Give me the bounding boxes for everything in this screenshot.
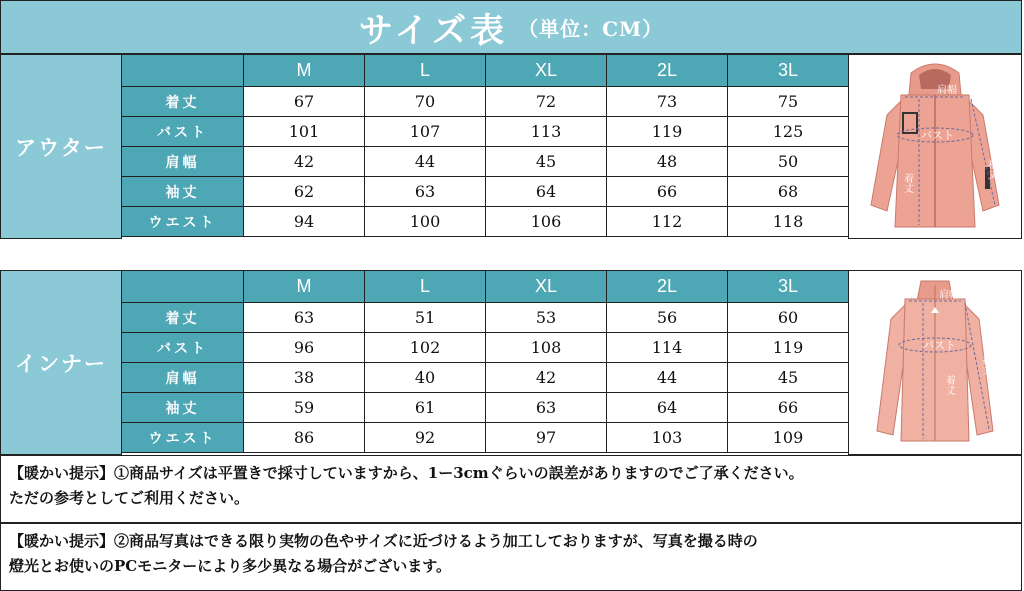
table-cell: 64 [486,177,607,207]
size-header: M [244,55,365,87]
outer-jacket-diagram [848,54,1022,239]
table-cell: 92 [365,423,486,453]
table-cell: 101 [244,117,365,147]
header-corner [122,271,244,303]
table-cell: 44 [365,147,486,177]
row-label: ウエスト [122,207,244,237]
table-cell: 72 [486,87,607,117]
table-cell: 107 [365,117,486,147]
note-color [0,523,1022,591]
table-cell: 66 [728,393,849,423]
inner-section [0,270,1022,455]
note-measurement [0,455,1022,523]
page-title: サイズ表 [358,10,509,51]
diagram-sleeve-label: 袖丈 [979,355,991,375]
table-cell: 56 [607,303,728,333]
table-cell: 113 [486,117,607,147]
diagram-length-label: 着丈 [901,173,913,193]
note-text: 【暖かい提示】②商品写真はできる限り実物の色やサイズに近づけるよう加工しておりますが、写真を撮る時の [9,532,758,550]
size-header: XL [486,271,607,303]
table-cell: 97 [486,423,607,453]
diagram-length-label: 着丈 [943,375,955,395]
table-cell: 42 [486,363,607,393]
row-label: 肩幅 [122,363,244,393]
table-cell: 50 [728,147,849,177]
table-cell: 59 [244,393,365,423]
table-cell: 60 [728,303,849,333]
table-cell: 51 [365,303,486,333]
diagram-shoulder-label: 肩幅 [939,290,959,301]
table-cell: 45 [728,363,849,393]
inner-size-table [121,270,849,453]
table-cell: 63 [244,303,365,333]
table-cell: 112 [607,207,728,237]
table-cell: 63 [486,393,607,423]
table-cell: 42 [244,147,365,177]
table-row [122,333,849,363]
row-label: 着丈 [122,303,244,333]
note-text: ただの参考としてご利用ください。 [9,489,250,507]
table-cell: 119 [607,117,728,147]
row-label: 肩幅 [122,147,244,177]
row-label: 袖丈 [122,393,244,423]
diagram-bust-label: バスト [923,339,956,352]
row-label: 着丈 [122,87,244,117]
table-cell: 94 [244,207,365,237]
outer-section [0,54,1022,239]
table-row [122,423,849,453]
table-cell: 103 [607,423,728,453]
table-cell: 75 [728,87,849,117]
diagram-bust-label: バスト [921,129,954,142]
size-header: M [244,271,365,303]
table-row [122,147,849,177]
size-header: XL [486,55,607,87]
note-text: 【暖かい提示】①商品サイズは平置きで採寸していますから、1ー3cmぐらいの誤差がありますのでご了承ください。 [9,464,804,482]
row-label: バスト [122,117,244,147]
table-cell: 44 [607,363,728,393]
size-header: L [365,55,486,87]
table-cell: 96 [244,333,365,363]
table-cell: 38 [244,363,365,393]
row-label: ウエスト [122,423,244,453]
size-header: L [365,271,486,303]
title-bar [0,0,1022,54]
diagram-sleeve-label: 袖丈 [985,159,997,179]
table-cell: 118 [728,207,849,237]
table-row [122,117,849,147]
table-cell: 64 [607,393,728,423]
table-row [122,303,849,333]
table-cell: 119 [728,333,849,363]
table-cell: 73 [607,87,728,117]
inner-jacket-diagram [848,270,1022,455]
inner-label: インナー [0,270,122,455]
diagram-shoulder-label: 肩幅 [937,85,957,96]
table-cell: 100 [365,207,486,237]
table-cell: 62 [244,177,365,207]
size-header: 2L [607,271,728,303]
table-cell: 125 [728,117,849,147]
size-header-row [122,55,849,87]
table-cell: 61 [365,393,486,423]
table-cell: 109 [728,423,849,453]
table-cell: 66 [607,177,728,207]
table-row [122,393,849,423]
table-cell: 67 [244,87,365,117]
note-text: 燈光とお使いのPCモニターにより多少異なる場合がございます。 [9,557,452,575]
table-cell: 53 [486,303,607,333]
size-header-row [122,271,849,303]
header-corner [122,55,244,87]
table-cell: 102 [365,333,486,363]
table-row [122,207,849,237]
size-header: 3L [728,271,849,303]
row-label: バスト [122,333,244,363]
table-cell: 68 [728,177,849,207]
table-cell: 70 [365,87,486,117]
table-cell: 114 [607,333,728,363]
table-cell: 48 [607,147,728,177]
table-cell: 106 [486,207,607,237]
table-cell: 45 [486,147,607,177]
table-cell: 108 [486,333,607,363]
outer-size-table [121,54,849,237]
row-label: 袖丈 [122,177,244,207]
size-header: 2L [607,55,728,87]
outer-label: アウター [0,54,122,239]
size-header: 3L [728,55,849,87]
table-row [122,363,849,393]
table-row [122,177,849,207]
table-cell: 86 [244,423,365,453]
unit-label: （単位：CM） [518,16,664,41]
inner-fleece-illustration [849,271,1021,454]
outer-jacket-illustration [849,55,1021,238]
table-cell: 63 [365,177,486,207]
table-cell: 40 [365,363,486,393]
table-row [122,87,849,117]
